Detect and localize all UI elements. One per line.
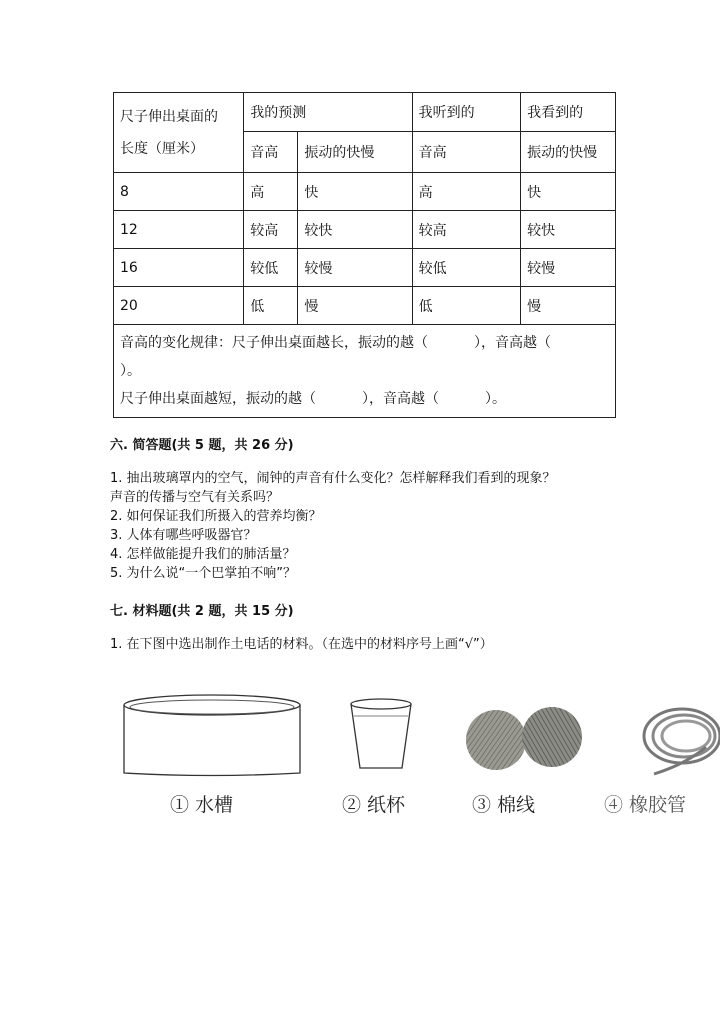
cell-pred-pitch: 高: [244, 173, 298, 211]
cell-seen-speed: 慢: [521, 287, 616, 325]
header-length: 尺子伸出桌面的 长度（厘米）: [114, 93, 244, 173]
table-row: [114, 173, 616, 211]
question-3: 3. 人体有哪些呼吸器官？: [110, 528, 257, 543]
cell-seen-speed: 快: [521, 173, 616, 211]
cell-length: 12: [114, 211, 244, 249]
cotton-thread-illustration: [462, 700, 586, 774]
table-row: [114, 211, 616, 249]
subheader-pred-pitch: 音高: [244, 132, 298, 173]
question-2: 2. 如何保证我们所摄入的营养均衡？: [110, 509, 322, 524]
cell-heard-pitch: 较低: [412, 249, 520, 287]
cell-pred-pitch: 低: [244, 287, 298, 325]
cell-pred-speed: 较慢: [298, 249, 412, 287]
subheader-pred-speed: 振动的快慢: [298, 132, 412, 173]
header-seen: 我看到的: [521, 93, 616, 132]
cell-heard-pitch: 较高: [412, 211, 520, 249]
material-label-1[interactable]: ① 水槽: [170, 794, 234, 816]
material-label-2[interactable]: ② 纸杯: [342, 794, 406, 816]
question-1a: 1. 抽出玻璃罩内的空气，闹钟的声音有什么变化？怎样解释我们看到的现象？: [110, 471, 556, 486]
question-5: 5. 为什么说“一个巴掌拍不响”？: [110, 566, 297, 581]
cell-pred-pitch: 较高: [244, 211, 298, 249]
experiment-table: [113, 92, 616, 418]
table-row: [114, 287, 616, 325]
cell-length: 16: [114, 249, 244, 287]
rubber-tube-illustration: [626, 692, 720, 784]
section6-title: 六. 简答题(共 5 题，共 26 分): [110, 438, 294, 453]
subheader-seen-speed: 振动的快慢: [521, 132, 616, 173]
cell-pred-speed: 较快: [298, 211, 412, 249]
cell-seen-speed: 较慢: [521, 249, 616, 287]
table-row: [114, 249, 616, 287]
cell-pred-speed: 快: [298, 173, 412, 211]
subheader-heard-pitch: 音高: [412, 132, 520, 173]
material-label-4[interactable]: ④ 橡胶管: [604, 794, 687, 816]
question-1b: 声音的传播与空气有关系吗？: [110, 490, 280, 505]
material-label-3[interactable]: ③ 棉线: [472, 794, 536, 816]
cell-pred-pitch: 较低: [244, 249, 298, 287]
question-4: 4. 怎样做能提升我们的肺活量？: [110, 547, 296, 562]
material-question-1: 1. 在下图中选出制作土电话的材料。（在选中的材料序号上画“√”）: [110, 637, 493, 652]
cell-heard-pitch: 低: [412, 287, 520, 325]
paper-cup-illustration: [346, 696, 416, 772]
section7-title: 七. 材料题(共 2 题，共 15 分): [110, 604, 294, 619]
pitch-rule: 音高的变化规律：尺子伸出桌面越长，振动的越（ ），音高越（）。 尺子伸出桌面越短，振动的越（ ），音高越（ ）。: [114, 325, 616, 418]
cell-length: 20: [114, 287, 244, 325]
header-heard: 我听到的: [412, 93, 520, 132]
water-tank-illustration: [118, 688, 308, 780]
cell-pred-speed: 慢: [298, 287, 412, 325]
cell-heard-pitch: 高: [412, 173, 520, 211]
cell-seen-speed: 较快: [521, 211, 616, 249]
header-prediction: 我的预测: [244, 93, 412, 132]
cell-length: 8: [114, 173, 244, 211]
